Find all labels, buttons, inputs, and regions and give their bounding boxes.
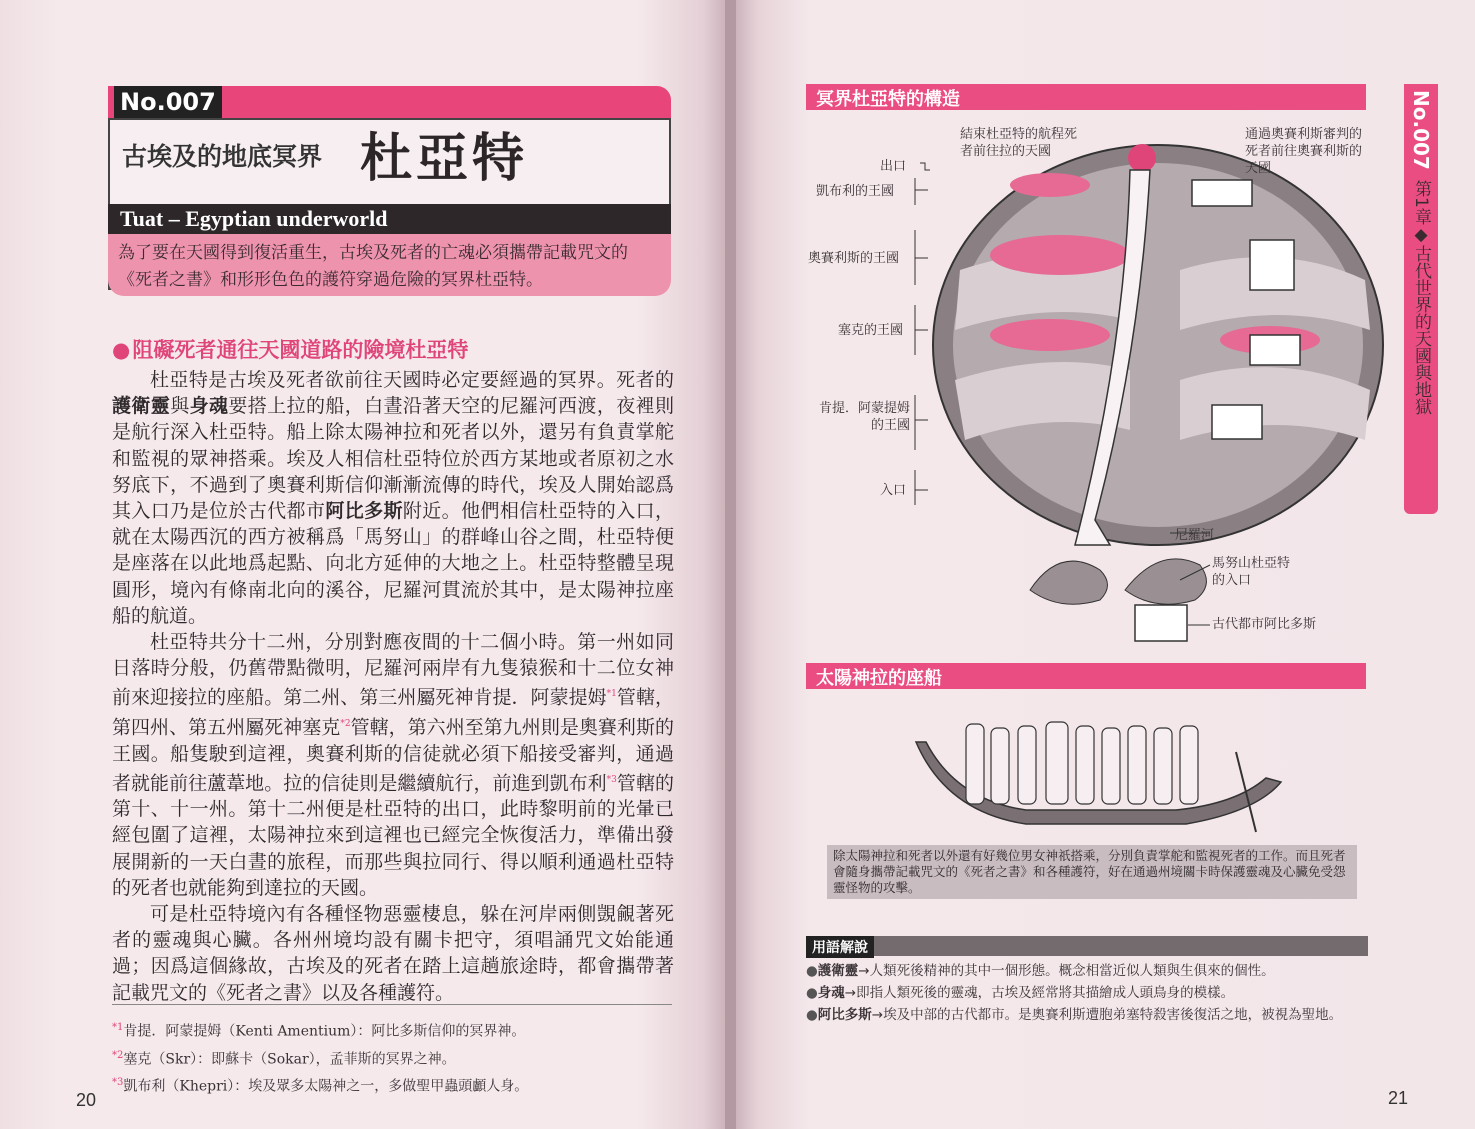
title-subtitle: 古埃及的地底冥界 [122,142,323,171]
glossary-title: 用語解說 [806,936,874,958]
label-khepri-kingdom: 凱布利的王國 [816,184,895,199]
footnote-ref-1: *1 [606,689,617,700]
entry-number: No.007 [114,86,222,118]
footnote: $^{*2}$塞克（Skr）：即蘇卡（Sokar），孟菲斯的冥界之神。 [112,1049,456,1068]
footnote: $^{*1}$肯提．阿蒙提姆（Kenti Amentium）：阿比多斯信仰的冥界神。 [112,1022,526,1040]
footnote: $^{*3}$凱布利（Khepri）：埃及眾多太陽神之一，多做聖甲蟲頭顱人身。 [112,1077,529,1095]
pink-pool [1010,173,1090,197]
sun-boat-illustration [906,712,1286,842]
boat-caption: 除太陽神拉和死者以外還有好幾位男女神祇搭乘，分別負責掌舵和監視死者的工作。而且死者會隨身攜帶記載咒文的《死者之書》和各種護符，好在通過州境關卡時保護靈魂及心臟免受怨靈怪物的攻擊。 [827,845,1357,899]
pink-pool [990,235,1130,275]
sun [1128,144,1156,172]
term-guardian-spirit: 護衛靈 [112,395,171,418]
label-entrance: 入口 [880,483,907,498]
glossary-item: ●身魂→即指人類死後的靈魂，古埃及經常將其描繪成人頭鳥身的模樣。 [806,985,1235,1001]
side-chapter-title: 第1章◆古代世界的天國與地獄 [1411,180,1431,415]
manu-mountain-left [1030,561,1108,604]
label-abydos: 古代都市阿比多斯 [1212,617,1317,632]
diagram-title-bar: 冥界杜亞特的構造 [806,84,1366,110]
label-kenti-kingdom: 肯提．阿蒙提姆的王國 [818,401,910,433]
term-ba: 身魂 [189,395,229,418]
page-number-right: 21 [1388,1088,1409,1108]
manu-mountain-right [1125,559,1206,604]
paragraph-1: 杜亞特是古埃及死者欲前往天國時必定要經過的冥界。死者的護衛靈與身魂要搭上拉的船，白晝沿著天空的尼羅河西渡，夜裡則是航行深入杜亞特。船上除太陽神拉和死者以外，還另有負責掌舵和監視的眾神搭乘。埃及人相信杜亞特位於西方某地或者原初之水努底下，不過到了奧賽利斯信仰漸漸流傳的時代，埃及人開始認爲其入口乃是位於古代都市阿比多斯附近。他們相信杜亞特的入口，就在太陽西沉的西方被稱爲「馬努山」的群峰山谷之間，杜亞特便是座落在以此地爲起點、向北方延伸的大地之上。杜亞特整體呈現圓形，境內有條南北向的溪谷，尼羅河貫流於其中，是太陽神拉座船的航道。 [112,369,674,627]
english-title: Tuat – Egyptian underworld [108,204,671,234]
label-nile: 尼羅河 [1175,528,1215,543]
glossary-item: ●阿比多斯→埃及中部的古代都市。是奧賽利斯遭胞弟塞特殺害後復活之地，被視為聖地。 [806,1007,1343,1023]
glossary-item: ●護衛靈→人類死後精神的其中一個形態。概念相當近似人類與生俱來的個性。 [806,963,1275,979]
page-number-left: 20 [76,1090,97,1110]
pink-pool [990,319,1110,351]
boat-title-bar: 太陽神拉的座船 [806,663,1366,689]
label-ra-heaven: 結束杜亞特的航程死者前往拉的天國 [960,127,1078,159]
glossary [806,960,1368,1026]
label-sokar-kingdom: 塞克的王國 [838,323,904,338]
title-main: 杜亞特 [360,128,529,189]
label-manu: 馬努山杜亞特的入口 [1212,556,1291,588]
footnote-ref-2: *2 [340,718,351,729]
label-osiris-heaven: 通過奧賽利斯審判的死者前往奧賽利斯的天國 [1245,127,1363,176]
paragraph-2: 杜亞特共分十二州，分別對應夜間的十二個小時。第一州如同日落時分般，仍舊帶點微明，尼羅河兩岸有九隻猿猴和十二位女神前來迎接拉的座船。第二州、第三州屬死神肯提．阿蒙提姆$^{*1}$管轄，第四州、第五州屬死神塞克$^{*2}$管轄，第六州至第九州則是奧賽利斯的王國。船隻駛到這裡，奧賽利斯的信徒就必須下船接受審判，通過者就能前往蘆葦地。拉的信徒則是繼續航行，前進到凱布利$^{*3}$管轄的第十、十一州。第十二州便是杜亞特的出口，此時黎明前的光暈已經包圍了這裡，太陽神拉來到這裡也已經完全恢復活力，準備出發展開新的一天白晝的旅程，而那些與拉同行、得以順利通過杜亞特的死者也就能夠到達拉的天國。 [112,631,674,899]
paragraph-3: 可是杜亞特境內有各種怪物惡靈棲息，躲在河岸兩側覬覦著死者的靈魂與心臟。各州州境均設有關卡把守，須唱誦咒文始能通過；因爲這個緣故，古埃及的死者在踏上這趟旅途時，都會攜帶著記載咒文的《死者之書》以及各種護符。 [112,903,674,1004]
side-entry-number: No.007 [1409,90,1433,170]
footnote-ref-3: *3 [606,774,617,785]
term-abydos: 阿比多斯 [325,500,403,523]
summary: 為了要在天國得到復活重生，古埃及死者的亡魂必須攜帶記載咒文的《死者之書》和形形色色的護符穿過危險的冥界杜亞特。 [108,234,671,296]
label-osiris-kingdom: 奧賽利斯的王國 [808,251,900,266]
label-exit: 出口 [880,159,907,174]
section-heading: ● 阻礙死者通往天國道路的險境杜亞特 [112,334,468,364]
glossary-bar [806,936,1368,956]
